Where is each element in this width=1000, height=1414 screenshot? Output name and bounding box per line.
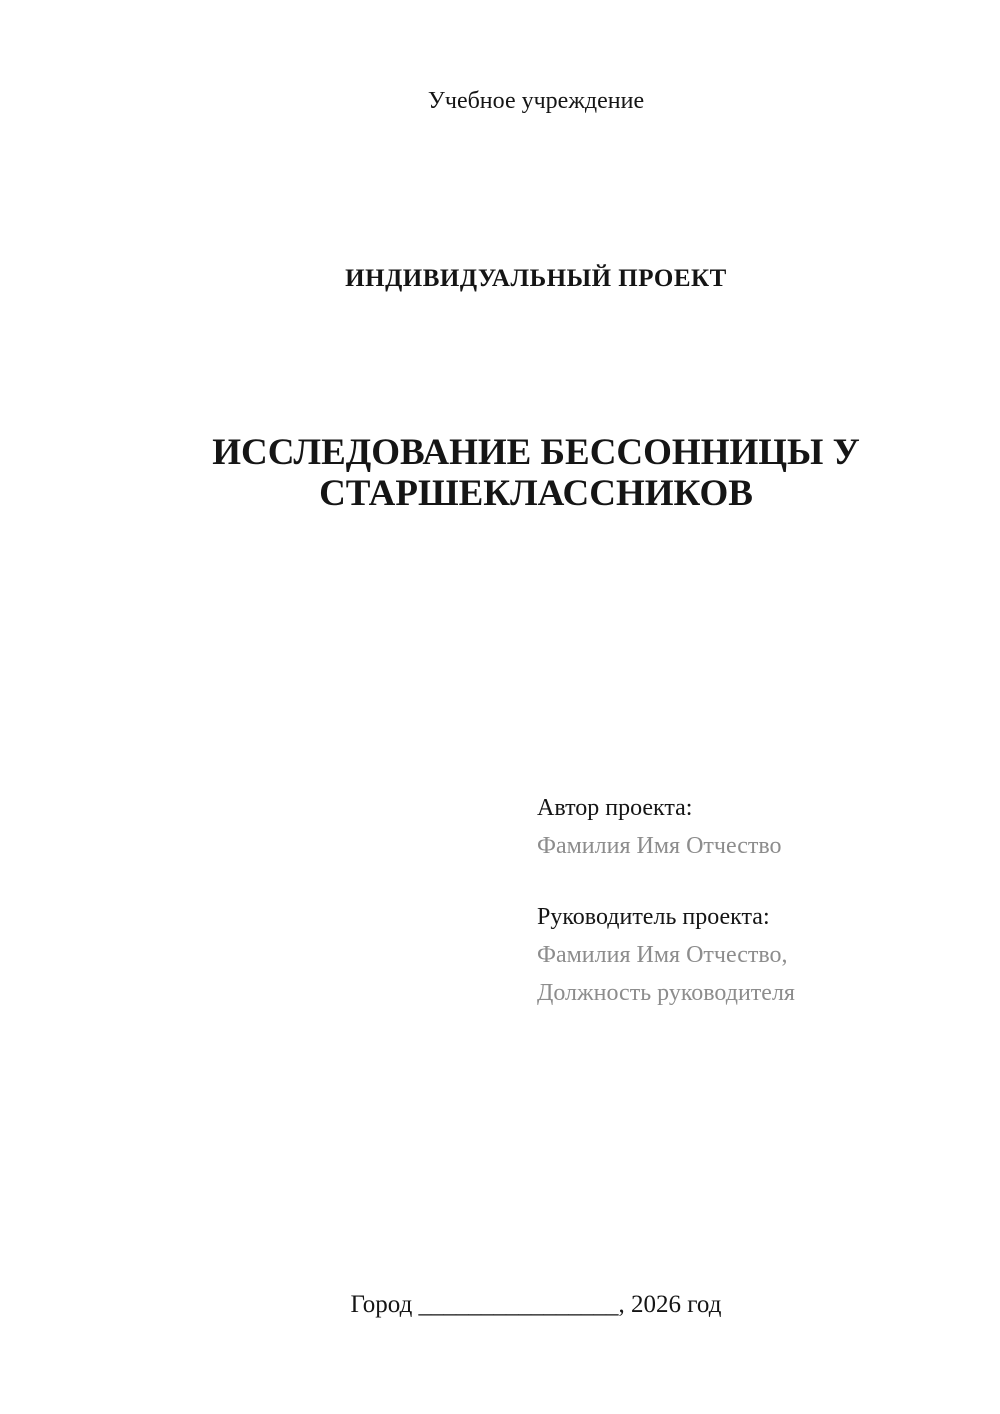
institution-name: Учебное учреждение — [427, 88, 645, 114]
supervisor-position-placeholder: Должность руководителя — [537, 980, 795, 1006]
project-title: ИССЛЕДОВАНИЕ БЕССОННИЦЫ У СТАРШЕКЛАССНИКОВ — [212, 432, 860, 514]
credits-section — [537, 789, 795, 1012]
supervisor-section — [537, 898, 795, 1012]
author-name-placeholder: Фамилия Имя Отчество — [537, 833, 782, 859]
supervisor-name-placeholder: Фамилия Имя Отчество, — [537, 942, 788, 968]
author-label: Автор проекта: — [537, 795, 693, 821]
project-type-heading: ИНДИВИДУАЛЬНЫЙ ПРОЕКТ — [345, 265, 727, 292]
author-section — [537, 789, 795, 865]
page-content — [143, 0, 929, 1414]
supervisor-label: Руководитель проекта: — [537, 904, 770, 930]
city-year-line: Город ________________, 2026 год — [350, 1291, 722, 1318]
